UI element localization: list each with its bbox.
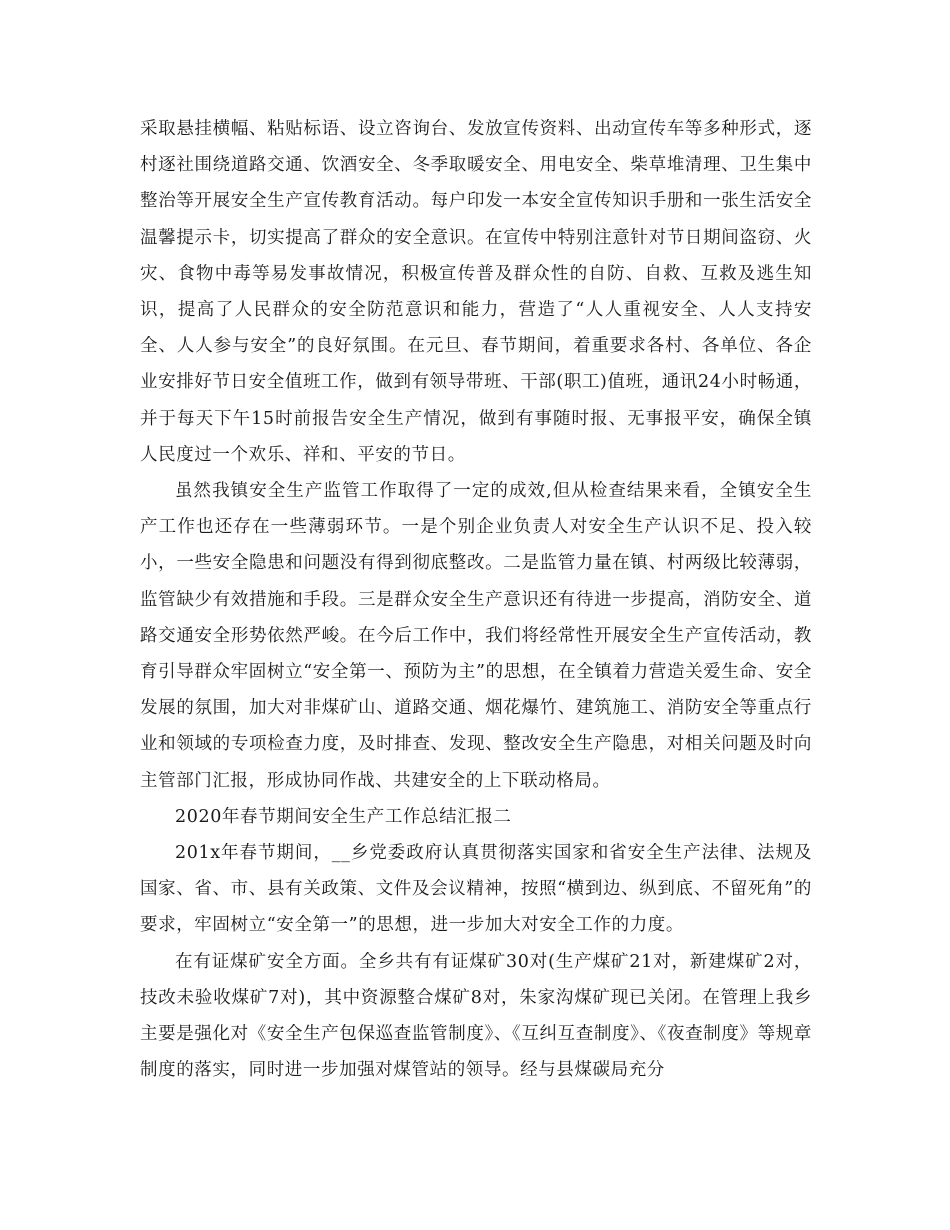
paragraph-intro: 201x年春节期间，__乡党委政府认真贯彻落实国家和省安全生产法律、法规及国家、省、市、县有关政策、文件及会议精神，按照“横到边、纵到底、不留死角”的要求，牢固树立“安全第一”的思想，进一步加大对安全工作的力度。 — [140, 843, 812, 936]
paragraph-publicity-activities: 采取悬挂横幅、粘贴标语、设立咨询台、发放宣传资料、出动宣传车等多种形式，逐村逐社围绕道路交通、饮酒安全、冬季取暖安全、用电安全、柴草堆清理、卫生集中整治等开展安全生产宣传教育活动。每户印发一本安全宣传知识手册和一张生活安全温馨提示卡，切实提高了群众的安全意识。在宣传中特别注意针对节日期间盗窃、火灾、食物中毒等易发事故情况，积极宣传普及群众性的自防、自救、互救及逃生知识，提高了人民群众的安全防范意识和能力，营造了“人人重视安全、人人支持安全、人人参与安全”的良好氛围。在元旦、春节期间，着重要求各村、各单位、各企业安排好节日安全值班工作，做到有领导带班、干部(职工)值班，通讯24小时畅通，并于每天下午15时前报告安全生产情况，做到有事随时报、无事报平安，确保全镇人民度过一个欢乐、祥和、平安的节日。 — [140, 119, 812, 465]
section-heading: 2020年春节期间安全生产工作总结汇报二 — [175, 806, 512, 827]
paragraph-coal-mine-safety: 在有证煤矿安全方面。全乡共有有证煤矿30对(生产煤矿21对，新建煤矿2对，技改未验收煤矿7对)，其中资源整合煤矿8对，朱家沟煤矿现已关闭。在管理上我乡主要是强化对《安全生产包保巡查监管制度》、《互纠互查制度》、《夜查制度》等规章制度的落实，同时进一步加强对煤管站的领导。经与县煤碳局充分 — [140, 951, 812, 1081]
document-body — [140, 111, 812, 1088]
paragraph-weaknesses: 虽然我镇安全生产监管工作取得了一定的成效,但从检查结果来看，全镇安全生产工作也还存在一些薄弱环节。一是个别企业负责人对安全生产认识不足、投入较小，一些安全隐患和问题没有得到彻底整改。二是监管力量在镇、村两级比较薄弱，监管缺少有效措施和手段。三是群众安全生产意识还有待进一步提高，消防安全、道路交通安全形势依然严峻。在今后工作中，我们将经常性开展安全生产宣传活动，教育引导群众牢固树立“安全第一、预防为主”的思想，在全镇着力营造关爱生命、安全发展的氛围，加大对非煤矿山、道路交通、烟花爆竹、建筑施工、消防安全等重点行业和领域的专项检查力度，及时排查、发现、整改安全生产隐患，对相关问题及时向主管部门汇报，形成协同作战、共建安全的上下联动格局。 — [140, 481, 812, 791]
